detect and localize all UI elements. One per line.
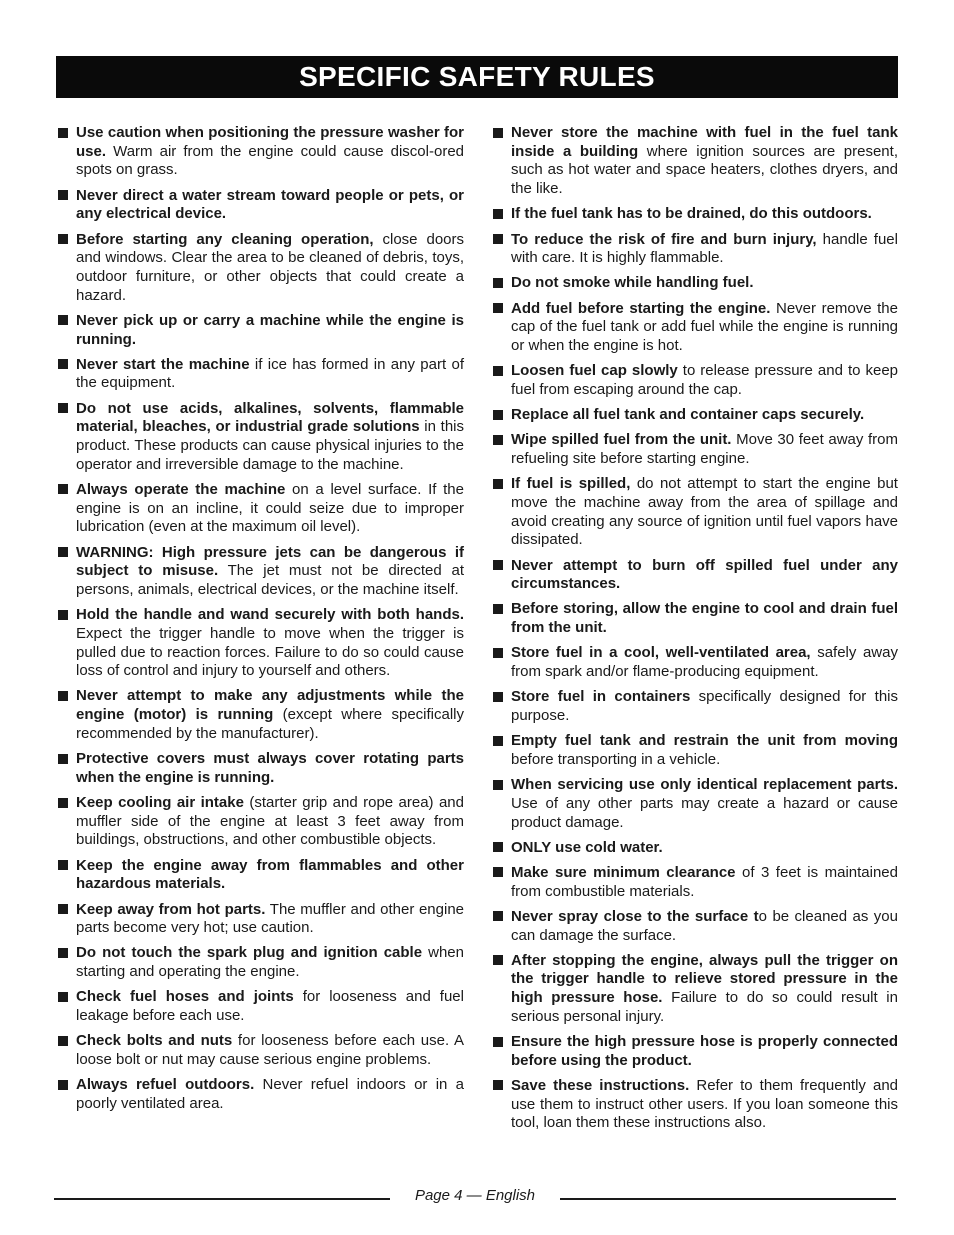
square-bullet-icon	[493, 435, 503, 445]
rule-bold-text: Use caution when positioning the pressure washer for use.	[76, 124, 464, 160]
square-bullet-icon	[493, 560, 503, 570]
square-bullet-icon	[493, 867, 503, 877]
square-bullet-icon	[58, 547, 68, 557]
rule-bold-text: Keep away from hot parts.	[76, 900, 266, 918]
rule-bold-text: Empty fuel tank and restrain the unit from moving	[511, 732, 898, 750]
rule-item	[491, 557, 898, 594]
rule-item	[56, 124, 464, 180]
square-bullet-icon	[58, 904, 68, 914]
page-footer-label: Page 4 — English	[414, 1187, 536, 1204]
rule-bold-text: Do not smoke while handling fuel.	[511, 274, 754, 292]
rule-bold-text: Replace all fuel tank and container caps securely.	[511, 406, 865, 424]
rule-item	[491, 475, 898, 550]
rule-bold-text: Ensure the high pressure hose is properly connected before using the product.	[511, 1033, 898, 1069]
rule-bold-text: Protective covers must always cover rotating parts when the engine is running.	[76, 750, 464, 786]
rule-bold-text: When servicing use only identical replacement parts.	[511, 776, 898, 794]
footer-rule-right	[560, 1198, 896, 1200]
square-bullet-icon	[493, 842, 503, 852]
square-bullet-icon	[493, 736, 503, 746]
rule-item	[491, 362, 898, 399]
square-bullet-icon	[493, 604, 503, 614]
rule-body-text: Move 30 feet away from refueling site before starting engine.	[511, 431, 898, 468]
rule-item	[491, 1077, 898, 1133]
rule-item	[56, 312, 464, 349]
rule-bold-text: Store fuel in containers	[511, 688, 691, 706]
rule-body-text: specifically designed for this purpose.	[511, 688, 899, 724]
rule-item	[56, 400, 464, 475]
rule-body-text: The jet must not be directed at persons, animals, electrical devices, or the machine itself.	[76, 562, 464, 598]
square-bullet-icon	[493, 911, 503, 921]
rule-body-text: handle fuel with care. It is highly flammable.	[511, 230, 898, 267]
square-bullet-icon	[493, 234, 503, 244]
rule-item	[491, 776, 898, 832]
rule-body-text: (except where specifically recommended by the manufacturer).	[76, 706, 465, 742]
rule-item	[56, 944, 464, 981]
rule-item	[491, 300, 898, 356]
rule-item	[56, 481, 464, 537]
rule-bold-text: WARNING: High pressure jets can be dangerous if subject to misuse.	[76, 543, 464, 580]
rule-body-text: for looseness before each use. A loose bolt or nut may cause serious engine problems.	[76, 1032, 464, 1068]
rule-item	[56, 901, 464, 938]
rule-bold-text: To reduce the risk of fire and burn injury,	[511, 230, 817, 248]
rule-body-text: Failure to do so could result in serious personal injury.	[511, 989, 898, 1025]
rule-item	[491, 908, 898, 945]
rules-column-left	[56, 124, 464, 1114]
rule-bold-text: ONLY use cold water.	[511, 838, 663, 856]
rule-item	[56, 231, 464, 306]
rule-bold-text: Check fuel hoses and joints	[76, 988, 294, 1006]
square-bullet-icon	[58, 1080, 68, 1090]
square-bullet-icon	[493, 479, 503, 489]
square-bullet-icon	[58, 128, 68, 138]
square-bullet-icon	[58, 234, 68, 244]
rule-item	[491, 205, 898, 224]
rule-item	[491, 952, 898, 1027]
rule-item	[491, 431, 898, 468]
rule-bold-text: Store fuel in a cool, well-ventilated area,	[511, 644, 811, 662]
rule-body-text: in this product. These products can cause physical injuries to the operator and irreversible damage to the machine.	[76, 418, 464, 473]
square-bullet-icon	[58, 754, 68, 764]
square-bullet-icon	[58, 992, 68, 1002]
rule-bold-text: Never pick up or carry a machine while the engine is running.	[76, 311, 464, 348]
rule-item	[56, 857, 464, 894]
rule-item	[491, 688, 898, 725]
rule-body-text: (starter grip and rope area) and muffler side of the engine at least 3 feet away from buildings, obstructions, and other combustible objects.	[76, 794, 464, 849]
square-bullet-icon	[58, 1036, 68, 1046]
rule-body-text: on a level surface. If the engine is on an incline, it could seize due to improper lubrication (even at the maximum oil level).	[76, 480, 464, 536]
rule-body-text: Warm air from the engine could cause discol-ored spots on grass.	[76, 142, 464, 179]
square-bullet-icon	[493, 780, 503, 790]
rule-item	[56, 1076, 464, 1113]
rule-bold-text: Do not touch the spark plug and ignition cable	[76, 944, 423, 962]
rule-item	[491, 732, 898, 769]
rule-item	[56, 187, 464, 224]
square-bullet-icon	[58, 315, 68, 325]
square-bullet-icon	[58, 484, 68, 494]
rule-item	[56, 1032, 464, 1069]
rule-bold-text: Always refuel outdoors.	[76, 1076, 255, 1094]
rule-body-text: do not attempt to start the engine but move the machine away from the area of spillage and avoid creating any source of ignition until fuel vapors have dissipated.	[511, 475, 898, 549]
rule-body-text: before transporting in a vehicle.	[511, 750, 721, 768]
rule-body-text: Refer to them frequently and use them to instruct other users. If you loan someone this tool, loan them these instructions also.	[511, 1076, 899, 1132]
rule-body-text: safely away from spark and/or flame-producing equipment.	[511, 644, 898, 681]
rule-bold-text: Before starting any cleaning operation,	[76, 230, 374, 248]
rule-item	[56, 988, 464, 1025]
rule-body-text: to release pressure and to keep fuel from escaping around the cap.	[511, 362, 899, 398]
rule-bold-text: Check bolts and nuts	[76, 1032, 233, 1050]
rule-item	[491, 644, 898, 681]
rule-item	[491, 839, 898, 858]
rule-body-text: when starting and operating the engine.	[76, 944, 464, 981]
rule-bold-text: Never spray close to the surface t	[511, 907, 759, 925]
rule-body-text: for looseness and fuel leakage before each use.	[76, 988, 464, 1025]
square-bullet-icon	[58, 691, 68, 701]
rule-body-text: if ice has formed in any part of the equipment.	[76, 355, 464, 392]
rule-bold-text: Wipe spilled fuel from the unit.	[511, 431, 732, 449]
square-bullet-icon	[493, 128, 503, 138]
rule-bold-text: Keep the engine away from flammables and other hazardous materials.	[76, 856, 464, 893]
rule-body-text: Never remove the cap of the fuel tank or add fuel while the engine is running or when the engine is hot.	[511, 299, 898, 355]
rule-bold-text: Never start the machine	[76, 355, 250, 373]
rule-item	[491, 600, 898, 637]
square-bullet-icon	[493, 648, 503, 658]
rule-bold-text: Save these instructions.	[511, 1076, 690, 1094]
rule-bold-text: If the fuel tank has to be drained, do this outdoors.	[511, 205, 872, 223]
square-bullet-icon	[58, 403, 68, 413]
square-bullet-icon	[58, 948, 68, 958]
page-title: SPECIFIC SAFETY RULES	[299, 61, 655, 92]
rule-item	[491, 124, 898, 199]
square-bullet-icon	[493, 410, 503, 420]
rule-item	[56, 356, 464, 393]
rule-item	[56, 794, 464, 850]
rule-body-text: Expect the trigger handle to move when the trigger is pulled due to reaction forces. Failure to do so could cause loss of control and injury to yourself and others.	[76, 624, 464, 680]
square-bullet-icon	[493, 303, 503, 313]
rule-body-text: The muffler and other engine parts become very hot; use caution.	[76, 900, 465, 937]
square-bullet-icon	[493, 955, 503, 965]
rule-bold-text: Always operate the machine	[76, 480, 286, 498]
square-bullet-icon	[493, 1080, 503, 1090]
square-bullet-icon	[493, 1037, 503, 1047]
square-bullet-icon	[493, 209, 503, 219]
square-bullet-icon	[58, 860, 68, 870]
rule-item	[491, 1033, 898, 1070]
rule-bold-text: After stopping the engine, always pull the trigger on the trigger handle to relieve stored pressure in the high pressure hose.	[511, 951, 898, 1007]
rule-bold-text: If fuel is spilled,	[511, 475, 631, 493]
rule-bold-text: Never attempt to burn off spilled fuel under any circumstances.	[511, 556, 898, 593]
rule-body-text: o be cleaned as you can damage the surface.	[511, 907, 898, 944]
rule-bold-text: Add fuel before starting the engine.	[511, 299, 771, 317]
rule-item	[56, 687, 464, 743]
rule-bold-text: Never direct a water stream toward people or pets, or any electrical device.	[76, 186, 464, 223]
rule-body-text: close doors and windows. Clear the area to be cleaned of debris, toys, outdoor furniture, or other objects that could create a hazard.	[76, 230, 464, 304]
rule-item	[491, 274, 898, 293]
rule-body-text: Never refuel indoors or in a poorly ventilated area.	[76, 1076, 464, 1112]
rule-item	[491, 231, 898, 268]
square-bullet-icon	[493, 366, 503, 376]
rule-bold-text: Hold the handle and wand securely with both hands.	[76, 606, 464, 624]
rule-body-text: of 3 feet is maintained from combustible materials.	[511, 863, 898, 900]
square-bullet-icon	[58, 359, 68, 369]
rule-item	[56, 606, 464, 681]
rule-bold-text: Never store the machine with fuel in the fuel tank inside a building	[511, 124, 898, 160]
square-bullet-icon	[493, 278, 503, 288]
rule-body-text: Use of any other parts may create a hazard or cause product damage.	[511, 794, 898, 831]
rule-item	[56, 544, 464, 600]
page-title-bar	[56, 56, 898, 98]
rule-item	[491, 406, 898, 425]
rule-item	[56, 750, 464, 787]
rule-bold-text: Make sure minimum clearance	[511, 863, 736, 881]
rule-item	[491, 864, 898, 901]
rules-column-right	[491, 124, 898, 1133]
square-bullet-icon	[493, 692, 503, 702]
square-bullet-icon	[58, 190, 68, 200]
footer-rule-left	[54, 1198, 390, 1200]
rule-bold-text: Loosen fuel cap slowly	[511, 362, 678, 380]
square-bullet-icon	[58, 610, 68, 620]
rule-bold-text: Never attempt to make any adjustments while the engine (motor) is running	[76, 687, 464, 724]
rule-bold-text: Do not use acids, alkalines, solvents, flammable material, bleaches, or industrial grade solutions	[76, 399, 464, 436]
rule-bold-text: Keep cooling air intake	[76, 794, 244, 811]
rule-bold-text: Before storing, allow the engine to cool and drain fuel from the unit.	[511, 600, 898, 637]
rule-body-text: where ignition sources are present, such as hot water and space heaters, clothes dryers, and the like.	[511, 142, 898, 198]
square-bullet-icon	[58, 798, 68, 808]
